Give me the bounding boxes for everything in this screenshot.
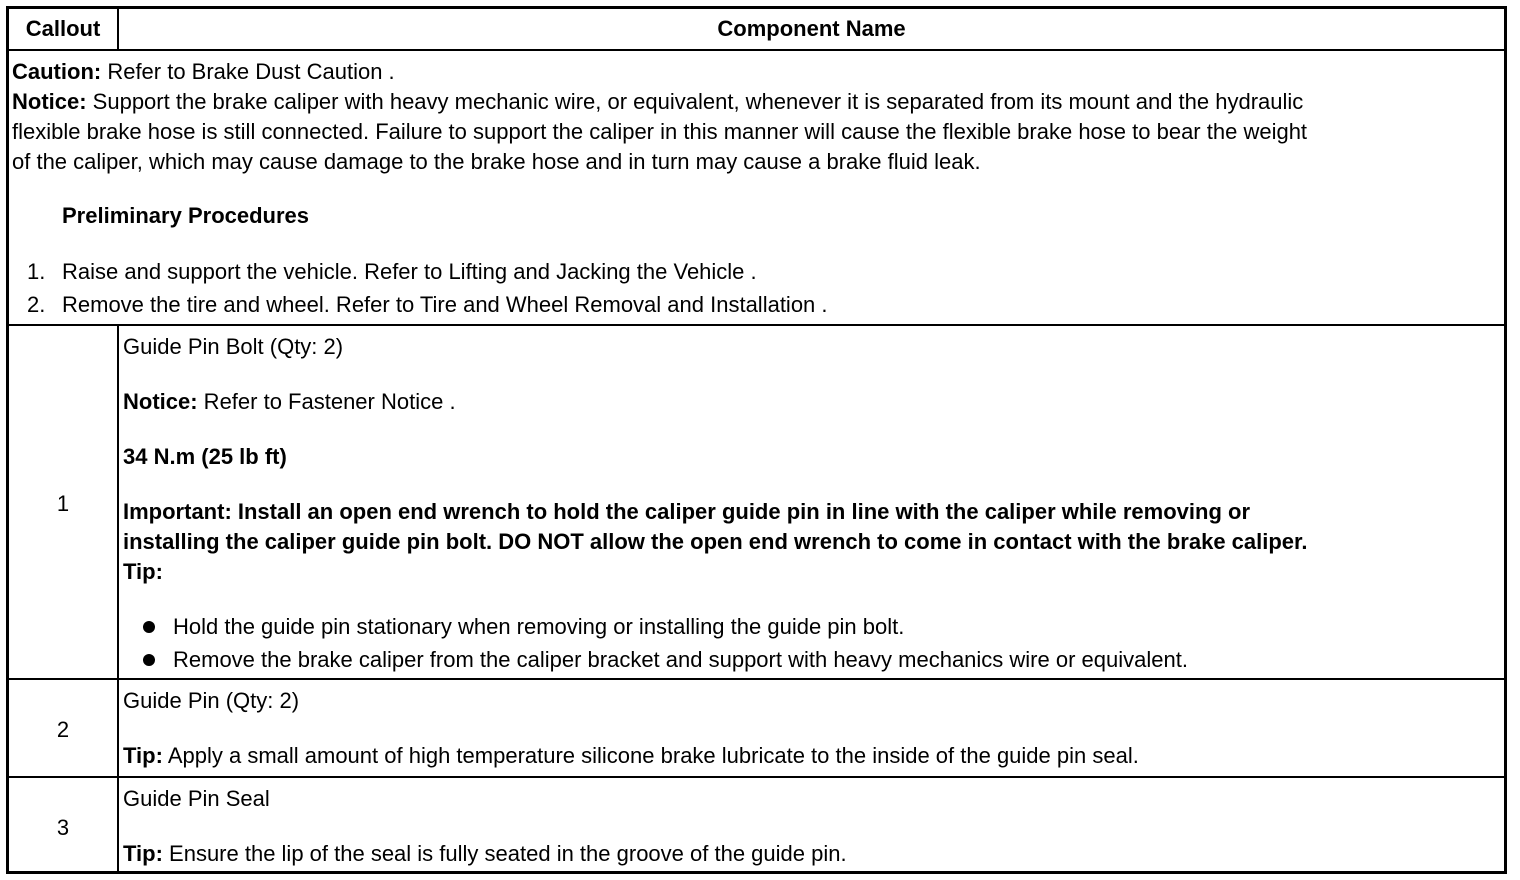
step-number: 2. <box>27 292 46 317</box>
row-divider-2 <box>9 776 1504 778</box>
bullet-dot-icon <box>143 654 155 666</box>
step-number: 1. <box>27 259 46 284</box>
tip-label: Tip: <box>123 559 163 584</box>
tip-label: Tip: <box>123 743 163 768</box>
callout-number: 2 <box>56 717 70 742</box>
callout-number: 3 <box>56 815 70 840</box>
notice-label: Notice: <box>12 89 87 114</box>
tip-text: Ensure the lip of the seal is fully seated in the groove of the guide pin. <box>162 841 847 866</box>
tip-line <box>123 843 847 865</box>
caution-line <box>12 61 395 83</box>
bullet-item: Remove the brake caliper from the caliper bracket and support with heavy mechanics wire or equivalent. <box>173 647 1188 672</box>
row-divider-header <box>9 49 1504 51</box>
header-callout: Callout <box>25 16 101 41</box>
notice-line-3: of the caliper, which may cause damage to the brake hose and in turn may cause a brake fluid leak. <box>12 149 981 174</box>
callout-number: 1 <box>56 491 70 516</box>
fastener-notice <box>123 391 456 413</box>
notice-line-2: flexible brake hose is still connected. Failure to support the caliper in this manner will cause the flexible brake hose to bear the weight <box>12 119 1308 144</box>
step-text: Remove the tire and wheel. Refer to Tire and Wheel Removal and Installation . <box>62 292 828 317</box>
component-name: Guide Pin Bolt (Qty: 2) <box>123 334 344 359</box>
important-line-2: installing the caliper guide pin bolt. DO NOT allow the open end wrench to come in contact with the brake caliper. <box>123 529 1308 554</box>
component-name: Guide Pin (Qty: 2) <box>123 688 300 713</box>
caution-text: Refer to Brake Dust Caution . <box>101 59 395 84</box>
component-name: Guide Pin Seal <box>123 786 270 811</box>
torque-spec: 34 N.m (25 lb ft) <box>123 444 287 469</box>
tip-label: Tip: <box>123 841 163 866</box>
notice-text: Refer to Fastener Notice . <box>197 389 456 414</box>
procedure-table <box>6 6 1507 874</box>
tip-line <box>123 745 1139 767</box>
bullet-dot-icon <box>143 621 155 633</box>
important-line-1: Important: Install an open end wrench to hold the caliper guide pin in line with the caliper while removing or <box>123 499 1251 524</box>
tip-text: Apply a small amount of high temperature silicone brake lubricate to the inside of the guide pin seal. <box>162 743 1139 768</box>
notice-line-1 <box>12 91 1303 113</box>
notice-label: Notice: <box>123 389 198 414</box>
bullet-item: Hold the guide pin stationary when removing or installing the guide pin bolt. <box>173 614 905 639</box>
preliminary-heading: Preliminary Procedures <box>62 203 310 228</box>
step-text: Raise and support the vehicle. Refer to Lifting and Jacking the Vehicle . <box>62 259 757 284</box>
column-divider-body <box>117 324 119 871</box>
row-divider-preamble <box>9 324 1504 326</box>
caution-label: Caution: <box>12 59 102 84</box>
header-component-name: Component Name <box>717 16 906 41</box>
notice-text: Support the brake caliper with heavy mechanic wire, or equivalent, whenever it is separated from its mount and the hydraulic <box>86 89 1304 114</box>
row-divider-1 <box>9 678 1504 680</box>
